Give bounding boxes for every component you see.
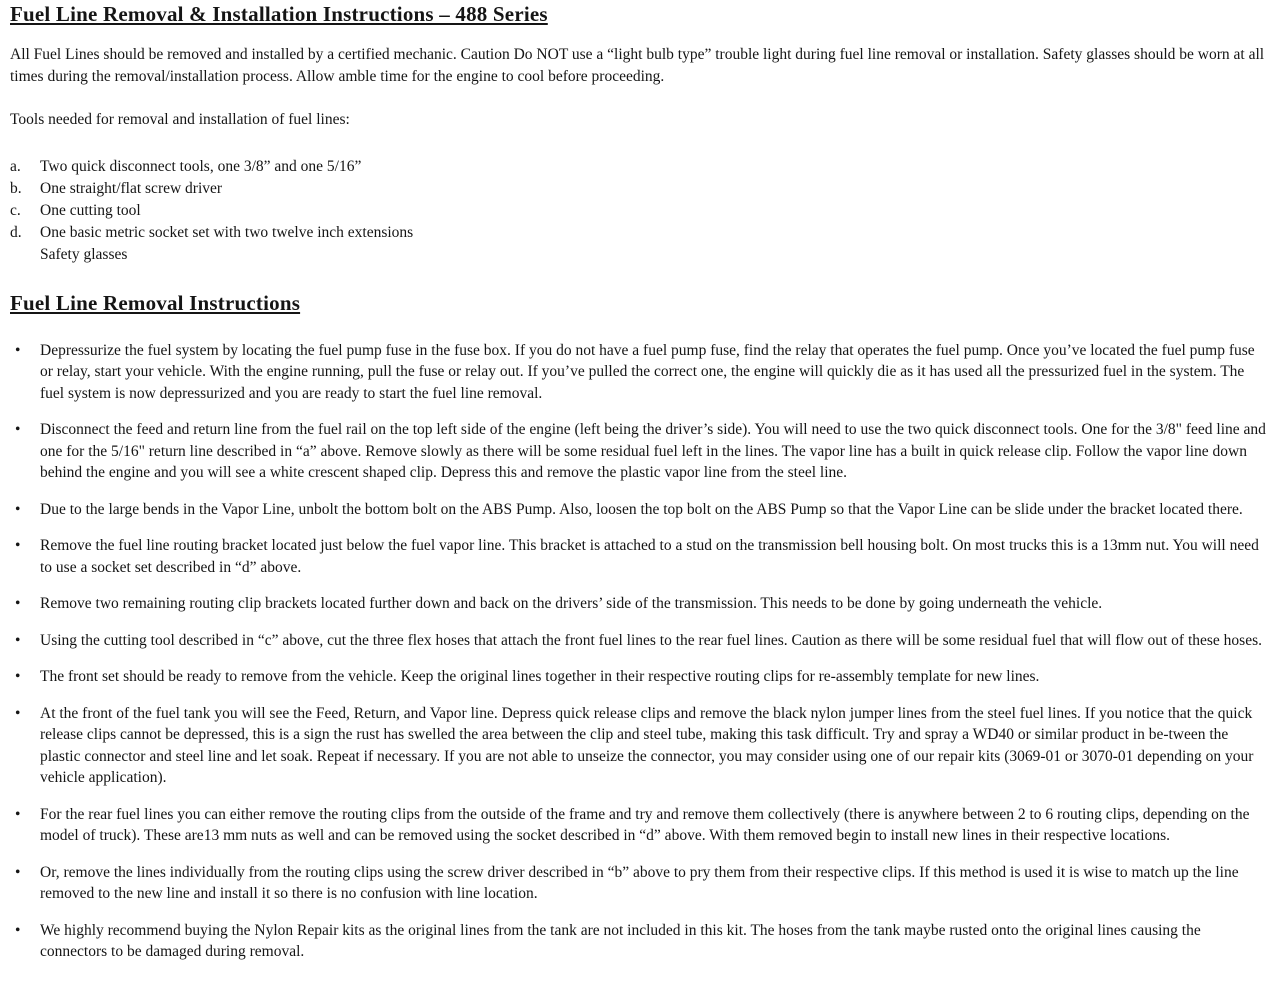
tool-marker: d. [10,223,22,241]
instruction-item: • Using the cutting tool described in “c” above, cut the three flex hoses that attach the front fuel lines to the rear fuel lines. Caution as there will be some residual fuel that will flow out of these hoses. [10,630,1266,652]
tool-text: Two quick disconnect tools, one 3/8” and one 5/16” [40,157,362,175]
tool-item-a [10,156,1266,178]
tools-list [10,156,1266,266]
tools-intro-paragraph: Tools needed for removal and installation of fuel lines: [10,111,350,128]
tool-item-d [10,222,1266,266]
tool-marker: b. [10,179,22,197]
instruction-item: • Disconnect the feed and return line from the fuel rail on the top left side of the engine (left being the driver’s side). You will need to use the two quick disconnect tools. One for the 3/8" feed line and one for the 5/16" return line described in “a” above. Remove slowly as there will be some residual fuel left in the lines. The vapor line has a built in quick release clip. Follow the vapor line down behind the engine and you will see a white crescent shaped clip. Depress this and remove the plastic vapor line from the steel line. [10,419,1266,484]
instruction-item: • Remove the fuel line routing bracket located just below the fuel vapor line. This bracket is attached to a stud on the transmission bell housing bolt. On most trucks this is a 13mm nut. You will need to use a socket set described in “d” above. [10,535,1266,578]
section-title: Fuel Line Removal Instructions [10,290,301,315]
tool-marker: c. [10,201,21,219]
instruction-item: • Due to the large bends in the Vapor Line, unbolt the bottom bolt on the ABS Pump. Also, loosen the top bolt on the ABS Pump so that the Vapor Line can be slide under the bracket located there. [10,499,1266,521]
instruction-item: • For the rear fuel lines you can either remove the routing clips from the outside of the frame and try and remove them collectively (there is anywhere between 2 to 6 routing clips, depending on the model of truck). These are13 mm nuts as well and can be removed using the socket described in “d” above. With them removed begin to install new lines in their respective locations. [10,804,1266,847]
tool-marker: a. [10,157,21,175]
tool-item-b [10,178,1266,200]
tool-item-c [10,200,1266,222]
tool-text-line2: Safety glasses [40,245,128,263]
instruction-item: • Depressurize the fuel system by locating the fuel pump fuse in the fuse box. If you do not have a fuel pump fuse, find the relay that operates the fuel pump. Once you’ve located the fuel pump fuse or relay, start your vehicle. With the engine running, pull the fuse or relay out. If you’ve pulled the correct one, the engine will quickly die as it has used all the pressurized fuel in the system. The fuel system is now depressurized and you are ready to start the fuel line removal. [10,340,1266,405]
page-title: Fuel Line Removal & Installation Instructions – 488 Series [10,2,548,26]
instruction-item: • Or, remove the lines individually from the routing clips using the screw driver described in “b” above to pry them from their respective clips. If this method is used it is wise to match up the line removed to the new line and install it so there is no confusion with line location. [10,862,1266,905]
instructions-list [10,340,1266,963]
tool-text: One straight/flat screw driver [40,179,223,197]
tool-text [40,222,1266,266]
instruction-item: • We highly recommend buying the Nylon Repair kits as the original lines from the tank are not included in this kit. The hoses from the tank maybe rusted onto the original lines causing the connectors to be damaged during removal. [10,920,1266,963]
tool-text: One cutting tool [40,201,141,219]
instruction-item: • Remove two remaining routing clip brackets located further down and back on the drivers’ side of the transmission. This needs to be done by going underneath the vehicle. [10,593,1266,615]
tool-text-line1: One basic metric socket set with two twelve inch extensions [40,223,414,241]
instruction-item: • At the front of the fuel tank you will see the Feed, Return, and Vapor line. Depress quick release clips and remove the black nylon jumper lines from the steel fuel lines. If you notice that the quick release clips cannot be depressed, this is a sign the rust has swelled the area between the clip and steel tube, making this task difficult. Try and spray a WD40 or similar product in be-tween the plastic connector and steel line and let soak. Repeat if necessary. If you are not able to unseize the connector, you may consider using one of our repair kits (3069-01 or 3070-01 depending on your vehicle application). [10,703,1266,789]
instruction-item: • The front set should be ready to remove from the vehicle. Keep the original lines together in their respective routing clips for re-assembly template for new lines. [10,666,1266,688]
intro-paragraph: All Fuel Lines should be removed and installed by a certified mechanic. Caution Do NOT use a “light bulb type” trouble light during fuel line removal or installation. Safety glasses should be worn at all times during the removal/installation process. Allow amble time for the engine to cool before proceeding. [10,46,1265,85]
